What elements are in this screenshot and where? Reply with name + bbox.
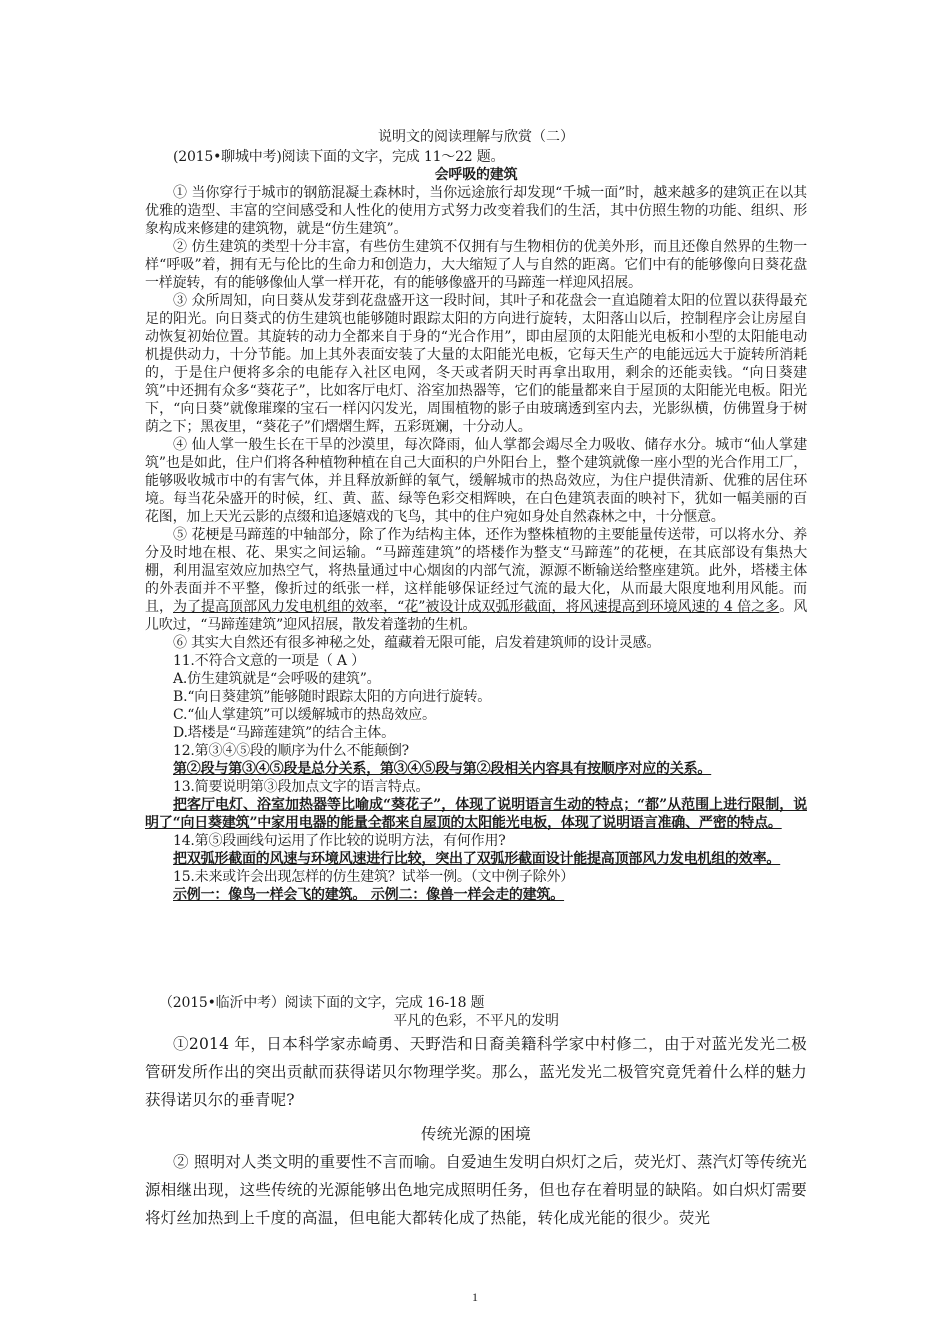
option-a: A.仿生建筑就是“会呼吸的建筑”。 <box>173 671 381 687</box>
paragraph-6: ⑥ 其实大自然还有很多神秘之处，蕴藏着无限可能，启发着建筑师的设计灵感。 <box>173 635 661 651</box>
answer-14: 把双弧形截面的风速与环境风速进行比较，突出了双弧形截面设计能提高顶部风力发电机组的效率。 <box>173 851 781 867</box>
paragraph-2: ② 仿生建筑的类型十分丰富，有些仿生建筑不仅拥有与生物相仿的优美外形，而且还像自然界的生物一样“呼吸”着，拥有无与伦比的生命力和创造力，大大缩短了人与自然的距离。它们中有的能够像向日葵花盘一样旋转，有的能够像仙人掌一样开花，有的能够像盛开的马蹄莲一样迎风招展。 <box>145 239 807 291</box>
question-15: 15.未来或许会出现怎样的仿生建筑？试举一例。（文中例子除外） <box>173 869 575 885</box>
paragraph-5-part-a: ⑤ 花梗是马蹄莲的中轴部分，除了作为结构主体，还作为整株植物的主要能量传送带，可以将水分、养分及时地在根、花、果实之间运输。“马蹄莲建筑”的塔楼作为整支“马蹄莲”的花梗，在其底部设有集热大棚，利用温室效应加热空气，将热量通过中心烟囱的内部气流，源源不断输送给整座建筑。此外，塔楼主体的外表面并不平整，像折过的纸张一样，这样能够保证经过气流的最大化，从而最大限度地利用风能。而且， <box>145 527 807 615</box>
answer-12: 第②段与第③④⑤段是总分关系，第③④⑤段与第②段相关内容具有按顺序对应的关系。 <box>173 761 712 777</box>
paragraph-4: ④ 仙人掌一般生长在干旱的沙漠里，每次降雨，仙人掌都会竭尽全力吸收、储存水分。城市“仙人掌建筑”也是如此，住户们将各种植物种植在自己大面积的户外阳台上，整个建筑就像一座小型的光合作用工厂，能够吸收城市中的有害气体，并且释放新鲜的氧气，缓解城市的热岛效应，为住户提供清新、优雅的居住环境。每当花朵盛开的时候，红、黄、蓝、绿等色彩交相辉映，在白色建筑表面的映衬下，犹如一幅美丽的百花图，加上天光云影的点缀和追逐嬉戏的飞鸟，其中的住户宛如身处自然森林之中，十分惬意。 <box>145 437 807 525</box>
section-2-body <box>145 1030 807 1232</box>
intro-1: (2015•聊城中考)阅读下面的文字，完成 11～22 题。 <box>173 149 505 165</box>
intro-2: （2015•临沂中考）阅读下面的文字，完成 16-18 题 <box>159 995 485 1011</box>
option-d: D.塔楼是“马蹄莲建筑”的结合主体。 <box>173 725 395 741</box>
question-13: 13.简要说明第③段加点文字的语言特点。 <box>173 779 430 795</box>
page-number: 1 <box>472 1290 478 1304</box>
option-c: C.“仙人掌建筑”可以缓解城市的热岛效应。 <box>173 707 436 723</box>
answer-13: 把客厅电灯、浴室加热器等比喻成“葵花子”，体现了说明语言生动的特点；“都”从范围上进行限制，说明了“向日葵建筑”中家用电器的能量全都来自屋顶的太阳能光电板，体现了说明语言准确、严密的特点。 <box>145 797 807 831</box>
essay-1-title: 会呼吸的建筑 <box>434 167 518 183</box>
question-12: 12.第③④⑤段的顺序为什么不能颠倒? <box>173 743 409 759</box>
question-14: 14.第⑤段画线句运用了作比较的说明方法，有何作用? <box>173 833 506 849</box>
question-11: 11.不符合文意的一项是（ A ） <box>173 653 365 669</box>
paragraph-5 <box>145 526 807 634</box>
paragraph-3 <box>145 292 807 436</box>
underlined-sentence: 为了提高顶部风力发电机组的效率，“花”被设计成双弧形截面，将风速提高到环境风速的 4 倍之多 <box>173 599 780 615</box>
dotted-phrase: 客厅电灯、浴室加热器等 <box>347 383 501 399</box>
paragraph-3-part-b: ，它们的能量都来自于屋顶的太阳能光电板。阳光下，“向日葵”就像璀璨的宝石一样闪闪发光，周围植物的影子由玻璃透到室内去，光影纵横，仿佛置身于树荫之下；黑夜里，“葵花子”们熠熠生辉，五彩斑斓，十分动人。 <box>145 383 807 435</box>
paragraph-5-part-b: 。风儿吹过，“马蹄莲建筑”迎风招展，散发着蓬勃的生机。 <box>145 599 807 633</box>
answer-15: 示例一：像鸟一样会飞的建筑。 示例二：像兽一样会走的建筑。 <box>173 887 565 903</box>
paragraph-3-part-a: ③ 众所周知，向日葵从发芽到花盘盛开这一段时间，其叶子和花盘会一直追随着太阳的位置以获得最充足的阳光。向日葵式的仿生建筑也能够随时跟踪太阳的方向进行旋转，太阳落山以后，控制程序会让房屋自动恢复初始位置。其旋转的动力全都来自于身的“光合作用”，即由屋顶的太阳能光电板和小型的太阳能电动机提供动力，十分节能。加上其外表面安装了大量的太阳能光电板，它每天生产的电能远远大于旋转所消耗的，于是住户便将多余的电能存入社区电网，冬天或者阴天时再拿出取用，剩余的还能卖钱。“向日葵建筑”中还拥有众多“葵花子”，比如 <box>145 293 807 399</box>
option-b: B.“向日葵建筑”能够随时跟踪太阳的方向进行旋转。 <box>173 689 492 705</box>
paragraph-1: ① 当你穿行于城市的钢筋混凝土森林时，当你远途旅行却发现“千城一面”时，越来越多的建筑正在以其优雅的造型、丰富的空间感受和人性化的使用方式努力改变着我们的生活，其中仿照生物的功能、组织、形象构成来修建的建筑物，就是“仿生建筑”。 <box>145 185 807 237</box>
section-1 <box>145 148 807 904</box>
document-title: 说明文的阅读理解与欣赏（二） <box>378 129 574 145</box>
essay-2-subtitle: 传统光源的困境 <box>421 1125 531 1143</box>
essay-2-title: 平凡的色彩，不平凡的发明 <box>393 1013 559 1029</box>
essay-2-paragraph-2: ② 照明对人类文明的重要性不言而喻。自爱迪生发明白炽灯之后，荧光灯、蒸汽灯等传统光源相继出现，这些传统的光源能够出色地完成照明任务，但也存在着明显的缺陷。如白炽灯需要将灯丝加热到上千度的高温，但电能大都转化成了热能，转化成光能的很少。荧光 <box>145 1153 807 1227</box>
essay-2-paragraph-1: ①2014 年，日本科学家赤崎勇、天野浩和日裔美籍科学家中村修二，由于对蓝光发光二极管研发所作出的突出贡献而获得诺贝尔物理学奖。那么，蓝光发光二极管究竟凭着什么样的魅力获得诺贝尔的垂青呢? <box>145 1035 807 1109</box>
section-2 <box>145 994 807 1030</box>
